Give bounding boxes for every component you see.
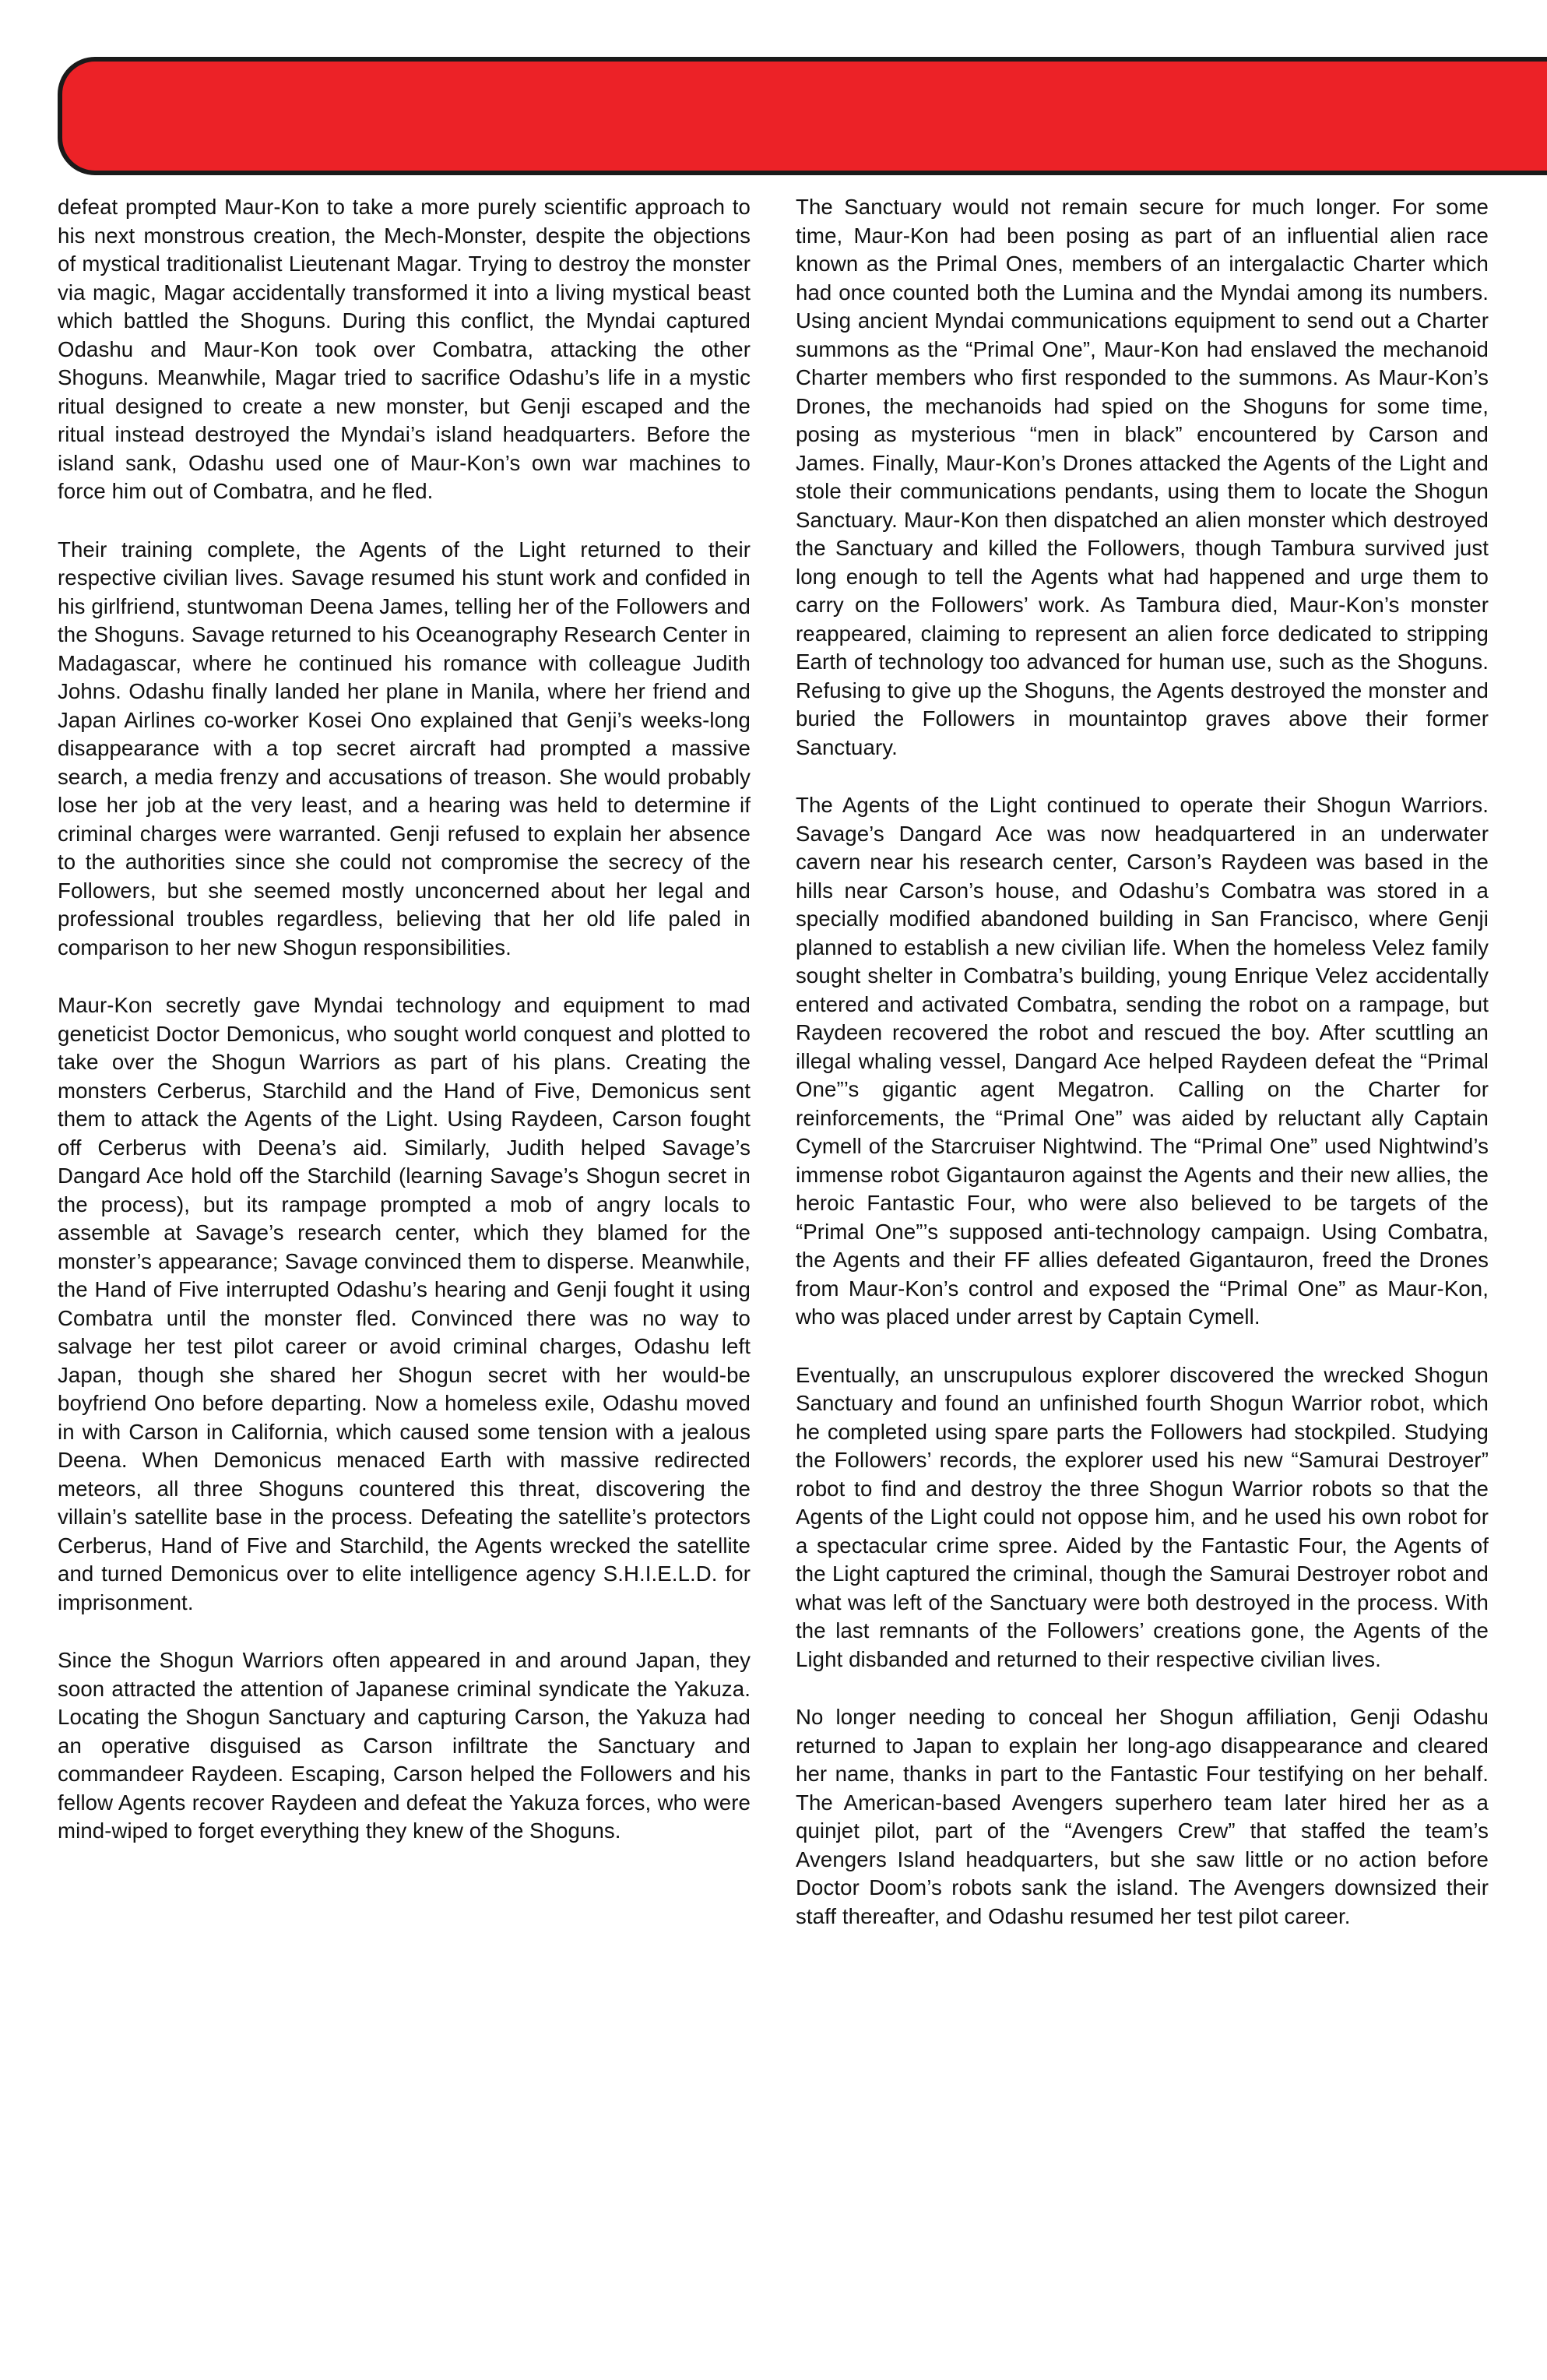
paragraph: Maur-Kon secretly gave Myndai technology and equipment to mad geneticist Doctor Demonicus, who sought world conquest and plotted to take over the Shogun Warriors as part of his plans. Creating the monsters Cerberus, Starchild and the Hand of Five, Demonicus sent them to attack the Agents of the Light. Using Raydeen, Carson fought off Cerberus with Deena’s aid. Similarly, Judith helped Savage’s Dangard Ace hold off the Starchild (learning Savage’s Shogun secret in the process), but its rampage prompted a mob of angry locals to assemble at Savage’s research center, which they blamed for the monster’s appearance; Savage convinced them to disperse. Meanwhile, the Hand of Five interrupted Odashu’s hearing and Genji fought it using Combatra until the monster fled. Convinced there was no way to salvage her test pilot career or avoid criminal charges, Odashu left Japan, though she shared her Shogun secret with her would-be boyfriend Ono before departing. Now a homeless exile, Odashu moved in with Carson in California, which caused some tension with a jealous Deena. When Demonicus menaced Earth with massive redirected meteors, all three Shoguns countered this threat, discovering the villain’s satellite base in the process. Defeating the satellite’s protectors Cerberus, Hand of Five and Starchild, the Agents wrecked the satellite and turned Demonicus over to elite intelligence agency S.H.I.E.L.D. for imprisonment. [58,993,751,1614]
left-column [58,193,751,1875]
paragraph: The Sanctuary would not remain secure for much longer. For some time, Maur-Kon had been posing as part of an influential alien race known as the Primal Ones, members of an intergalactic Charter which had once counted both the Lumina and the Myndai among its numbers. Using ancient Myndai communications equipment to send out a Charter summons as the “Primal One”, Maur-Kon had enslaved the mechanoid Charter members who first responded to the summons. As Maur-Kon’s Drones, the mechanoids had spied on the Shoguns for some time, posing as mysterious “men in black” encountered by Carson and James. Finally, Maur-Kon’s Drones attacked the Agents of the Light and stole their communications pendants, using them to locate the Shogun Sanctuary. Maur-Kon then dispatched an alien monster which destroyed the Sanctuary and killed the Followers, though Tambura survived just long enough to tell the Agents what had happened and urge them to carry on the Followers’ work. As Tambura died, Maur-Kon’s monster reappeared, claiming to represent an alien force dedicated to stripping Earth of technology too advanced for human use, such as the Shoguns. Refusing to give up the Shoguns, the Agents destroyed the monster and buried the Followers in mountaintop graves above their former Sanctuary. [796,195,1489,759]
paragraph: defeat prompted Maur-Kon to take a more purely scientific approach to his next monstrous creation, the Mech-Monster, despite the objections of mystical traditionalist Lieutenant Magar. Trying to destroy the monster via magic, Magar accidentally transformed it into a living mystical beast which battled the Shoguns. During this conflict, the Myndai captured Odashu and Maur-Kon took over Combatra, attacking the other Shoguns. Meanwhile, Magar tried to sacrifice Odashu’s life in a mystic ritual designed to create a new monster, but Genji escaped and the ritual instead destroyed the Myndai’s island headquarters. Before the island sank, Odashu used one of Maur-Kon’s own war machines to force him out of Combatra, and he fled. [58,195,751,503]
right-column [796,193,1489,1960]
paragraph: Their training complete, the Agents of the Light returned to their respective civilian lives. Savage resumed his stunt work and confided in his girlfriend, stuntwoman Deena James, telling her of the Followers and the Shoguns. Savage returned to his Oceanography Research Center in Madagascar, where he continued his romance with colleague Judith Johns. Odashu finally landed her plane in Manila, where her friend and Japan Airlines co-worker Kosei Ono explained that Genji’s weeks-long disappearance with a top secret aircraft had prompted a massive search, a media frenzy and accusations of treason. She would probably lose her job at the very least, and a hearing was held to determine if criminal charges were warranted. Genji refused to explain her absence to the authorities since she could not compromise the secrecy of the Followers, but she seemed mostly unconcerned about her legal and professional troubles regardless, believing that her old life paled in comparison to her new Shogun responsibilities. [58,537,751,959]
paragraph: Eventually, an unscrupulous explorer discovered the wrecked Shogun Sanctuary and found an unfinished fourth Shogun Warrior robot, which he completed using spare parts the Followers had stockpiled. Studying the Followers’ records, the explorer used his new “Samurai Destroyer” robot to find and destroy the three Shogun Warrior robots so that the Agents of the Light could not oppose him, and he used his own robot for a spectacular crime spree. Aided by the Fantastic Four, the Agents of the Light captured the criminal, though the Samurai Destroyer robot and what was left of the Sanctuary were both destroyed in the process. With the last remnants of the Followers’ creations gone, the Agents of the Light disbanded and returned to their respective civilian lives. [796,1362,1489,1671]
paragraph: No longer needing to conceal her Shogun affiliation, Genji Odashu returned to Japan to explain her long-ago disappearance and cleared her name, thanks in part to the Fantastic Four testifying on her behalf. The American-based Avengers superhero team later hired her as a quinjet pilot, part of the “Avengers Crew” that staffed the team’s Avengers Island headquarters, but she saw little or no action before Doctor Doom’s robots sank the island. The Avengers downsized their staff thereafter, and Odashu resumed her test pilot career. [796,1705,1489,1928]
paragraph: The Agents of the Light continued to operate their Shogun Warriors. Savage’s Dangard Ace was now headquartered in an underwater cavern near his research center, Carson’s Raydeen was based in the hills near Carson’s house, and Odashu’s Combatra was stored in a specially modified abandoned building in San Francisco, where Genji planned to establish a new civilian life. When the homeless Velez family sought shelter in Combatra’s building, young Enrique Velez accidentally entered and activated Combatra, sending the robot on a rampage, but Raydeen recovered the robot and rescued the boy. After scuttling an illegal whaling vessel, Dangard Ace helped Raydeen defeat the “Primal One”’s gigantic agent Megatron. Calling on the Charter for reinforcements, the “Primal One” was aided by reluctant ally Captain Cymell of the Starcruiser Nightwind. The “Primal One” used Nightwind’s immense robot Gigantauron against the Agents and their new allies, the heroic Fantastic Four, who were also believed to be targets of the “Primal One”’s supposed anti-technology campaign. Using Combatra, the Agents and their FF allies defeated Gigantauron, freed the Drones from Maur-Kon’s control and exposed the “Primal One” as Maur-Kon, who was placed under arrest by Captain Cymell. [796,793,1489,1329]
header-banner [58,57,1547,175]
paragraph: Since the Shogun Warriors often appeared in and around Japan, they soon attracted the attention of Japanese criminal syndicate the Yakuza. Locating the Shogun Sanctuary and capturing Carson, the Yakuza had an operative disguised as Carson infiltrate the Sanctuary and commandeer Raydeen. Escaping, Carson helped the Followers and his fellow Agents recover Raydeen and defeat the Yakuza forces, who were mind-wiped to forget everything they knew of the Shoguns. [58,1648,751,1843]
